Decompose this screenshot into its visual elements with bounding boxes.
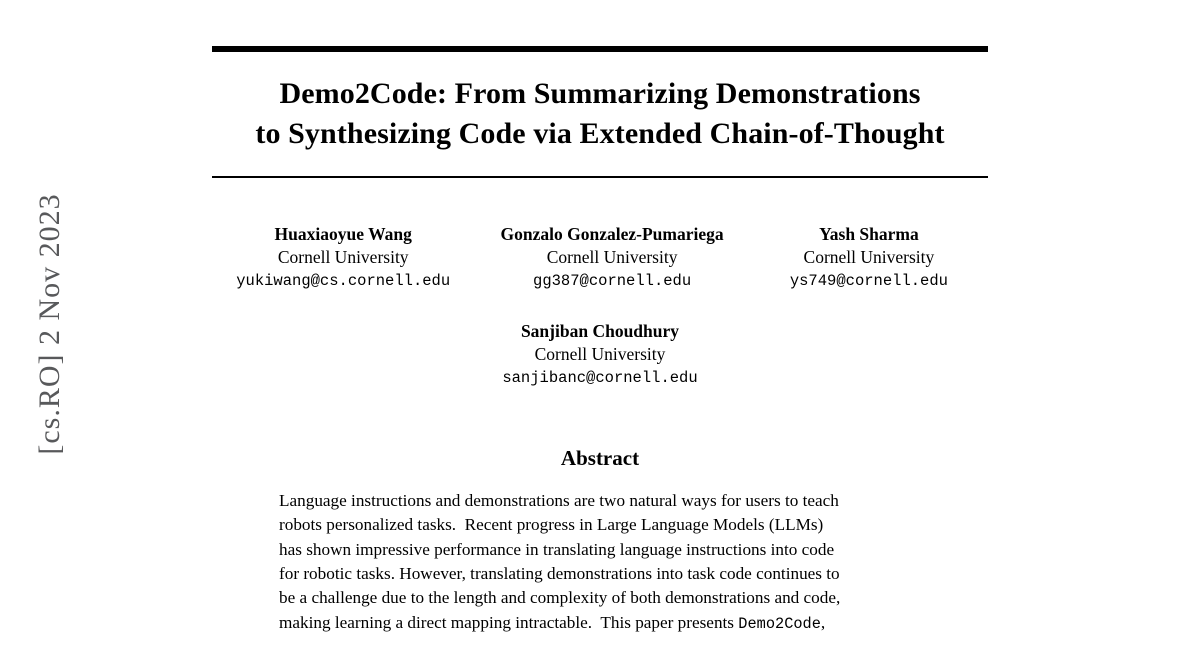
author-block xyxy=(750,224,988,293)
author-block xyxy=(438,321,762,390)
author-affiliation: Cornell University xyxy=(534,343,666,364)
abstract-heading: Abstract xyxy=(560,445,640,470)
page-title-line-1: Demo2Code: From Summarizing Demonstrations xyxy=(279,77,921,110)
author-name: Sanjiban Choudhury xyxy=(520,320,680,341)
author-email[interactable]: gg387@cornell.edu xyxy=(533,272,692,291)
author-affiliation: Cornell University xyxy=(546,246,678,267)
title-rule-bottom xyxy=(212,176,988,178)
abstract-line-last xyxy=(279,611,921,636)
author-email[interactable]: ys749@cornell.edu xyxy=(789,272,948,291)
arxiv-stamp xyxy=(0,0,100,648)
arxiv-stamp-text: [cs.RO] 2 Nov 2023 xyxy=(33,193,66,455)
page-title-line-2: to Synthesizing Code via Extended Chain-of-Thought xyxy=(255,116,945,150)
abstract-line-tail: , xyxy=(820,612,826,632)
author-email[interactable]: sanjibanc@cornell.edu xyxy=(502,369,698,388)
author-row-secondary xyxy=(212,321,988,390)
title-rule-top xyxy=(212,46,988,52)
author-row-primary xyxy=(212,224,988,293)
author-name: Yash Sharma xyxy=(819,223,919,244)
abstract-line-text: making learning a direct mapping intractable. This paper presents xyxy=(279,612,739,632)
abstract-line: has shown impressive performance in translating language instructions into code xyxy=(279,539,835,559)
abstract-line: be a challenge due to the length and complexity of both demonstrations and code, xyxy=(279,588,841,608)
abstract-text xyxy=(279,489,921,636)
abstract-method-name: Demo2Code xyxy=(738,614,821,633)
author-name: Gonzalo Gonzalez-Pumariega xyxy=(500,223,724,244)
author-block xyxy=(474,224,749,293)
abstract-line: Language instructions and demonstrations are two natural ways for users to teach xyxy=(279,490,839,510)
author-block xyxy=(212,224,474,293)
abstract-line: robots personalized tasks. Recent progress in Large Language Models (LLMs) xyxy=(279,515,824,535)
paper-page xyxy=(212,0,988,648)
author-affiliation: Cornell University xyxy=(277,246,409,267)
abstract-line: for robotic tasks. However, translating demonstrations into task code continues to xyxy=(279,563,840,583)
author-email[interactable]: yukiwang@cs.cornell.edu xyxy=(236,272,451,291)
author-name: Huaxiaoyue Wang xyxy=(274,223,412,244)
author-affiliation: Cornell University xyxy=(803,246,935,267)
page-title xyxy=(212,74,988,154)
